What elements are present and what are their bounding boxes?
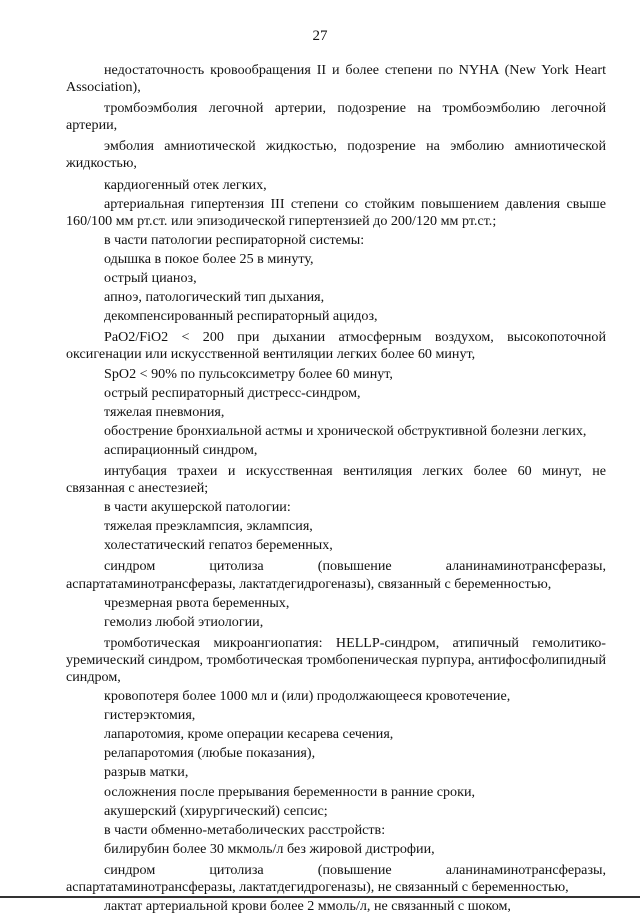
list-item: холестатический гепатоз беременных, [104,537,333,554]
section-heading: в части акушерской патологии: [104,499,291,516]
list-item: билирубин более 30 мкмоль/л без жировой дистрофии, [104,840,435,857]
list-item: эмболия амниотической жидкостью, подозрение на эмболию амниотической жидкостью, [66,138,606,172]
list-item: острый цианоз, [104,270,197,287]
page-number: 27 [312,28,328,44]
list-item: лактат артериальной крови более 2 ммоль/л, не связанный с шоком, [104,898,511,915]
list-item: аспирационный синдром, [104,441,258,458]
list-item: артериальная гипертензия III степени со стойким повышением давления свыше 160/100 мм рт.ст. или эпизодической гипертензией до 200/120 мм рт.ст.; [66,195,606,229]
list-item: кровопотеря более 1000 мл и (или) продолжающееся кровотечение, [104,688,511,705]
list-item: острый респираторный дистресс-синдром, [104,384,361,401]
list-item: интубация трахеи и искусственная вентиляция легких более 60 минут, не связанная с анестезией; [66,462,606,497]
list-item: недостаточность кровообращения II и более степени по NYHA (New York Heart Association), [66,62,606,96]
list-item: чрезмерная рвота беременных, [104,594,290,611]
list-item: обострение бронхиальной астмы и хронической обструктивной болезни легких, [104,422,587,439]
list-item: гемолиз любой этиологии, [104,613,264,630]
list-item: декомпенсированный респираторный ацидоз, [104,308,378,325]
section-heading: в части обменно-метаболических расстройств: [104,821,386,838]
list-item: тромботическая микроангиопатия: HELLP-синдром, атипичный гемолитико-уремический синдром, тромботическая тромбопеническая пурпура, антифосфолипидный синдром, [66,634,606,685]
list-item: осложнения после прерывания беременности в ранние сроки, [104,783,476,800]
list-item: одышка в покое более 25 в минуту, [104,250,314,267]
list-item: синдром цитолиза (повышение аланинаминотрансферазы, аспартатаминотрансферазы, лактатдегидрогеназы), связанный с беременностью, [66,558,606,592]
list-item: гистерэктомия, [104,707,196,724]
section-heading: в части патологии респираторной системы: [104,231,365,248]
list-item: разрыв матки, [104,764,189,781]
list-item: тяжелая пневмония, [104,403,225,420]
list-item: SpO2 < 90% по пульсоксиметру более 60 минут, [104,365,393,382]
list-item: синдром цитолиза (повышение аланинаминотрансферазы, аспартатаминотрансферазы, лактатдегидрогеназы), не связанный с беременностью, [66,861,606,896]
list-item: апноэ, патологический тип дыхания, [104,289,325,306]
list-item: тромбоэмболия легочной артерии, подозрение на тромбоэмболию легочной артерии, [66,100,606,134]
list-item: тяжелая преэклампсия, эклампсия, [104,518,313,535]
document-body [66,62,606,915]
list-item: PaO2/FiO2 < 200 при дыхании атмосферным воздухом, высокопоточной оксигенации или искусственной вентиляции легких более 60 минут, [66,329,606,363]
list-item: релапаротомия (любые показания), [104,745,316,762]
list-item: акушерский (хирургический) сепсис; [104,802,328,819]
list-item: лапаротомия, кроме операции кесарева сечения, [104,726,394,743]
list-item: кардиогенный отек легких, [104,176,267,193]
